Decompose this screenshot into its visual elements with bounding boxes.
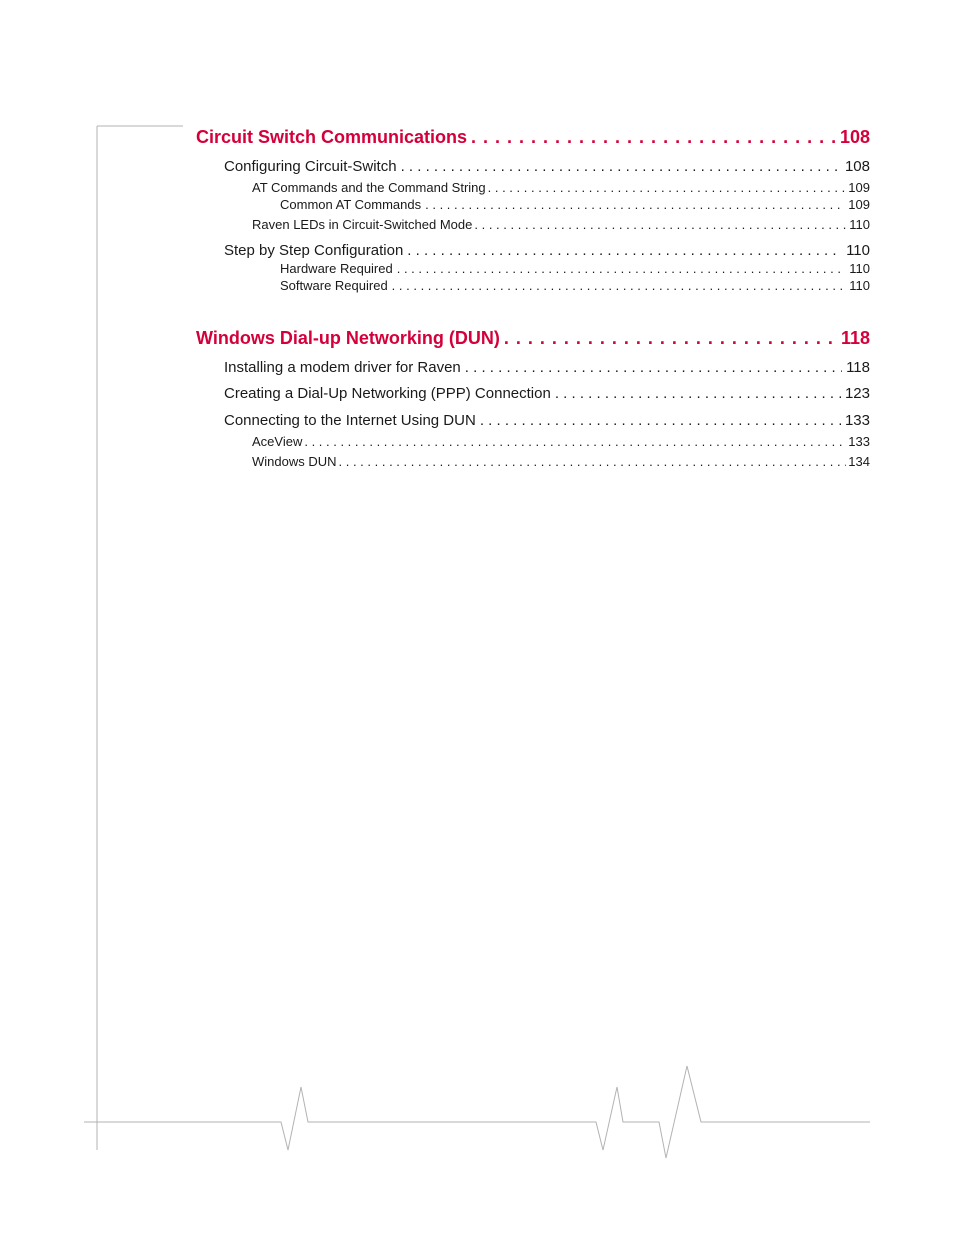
toc-entry[interactable] [252,180,870,195]
heartbeat-line [84,1066,870,1158]
toc-entry-title: Common AT Commands [280,197,422,212]
toc-leader-dots [397,261,846,276]
toc-page-number: 118 [840,328,870,348]
toc-entry[interactable] [252,217,870,232]
toc-entry[interactable] [224,385,870,402]
toc-leader-dots [488,180,847,195]
toc-entry[interactable] [280,278,870,293]
toc-page-number: 123 [844,385,870,402]
toc-leader-dots [555,385,841,402]
toc-entry-title: Installing a modem driver for Raven [224,359,461,376]
toc-page-number: 108 [839,127,870,147]
toc-entry-title: Creating a Dial-Up Networking (PPP) Connection [224,385,551,402]
toc-entry-title: Software Required [280,278,388,293]
toc-page-number: 109 [848,197,870,212]
toc-entry[interactable] [224,242,870,259]
toc-leader-dots [339,454,847,469]
toc-entry-title: AceView [252,434,303,449]
toc-entry-title: Configuring Circuit-Switch [224,158,397,175]
toc-entry[interactable] [280,197,870,212]
toc-entry[interactable] [224,359,870,376]
toc-leader-dots [407,242,842,259]
toc-page-number: 109 [848,180,870,195]
toc-heading-windows-dun[interactable] [196,328,870,349]
toc-page-number: 110 [846,242,870,259]
toc-entry-title: Windows DUN [252,454,337,469]
toc-entry-title: AT Commands and the Command String [252,180,486,195]
toc-heading-title: Windows Dial-up Networking (DUN) [196,328,500,348]
toc-page-number: 133 [844,412,870,429]
toc-entry[interactable] [252,434,870,449]
toc-page-number: 108 [844,158,870,175]
toc-leader-dots [425,197,844,212]
toc-entry[interactable] [252,454,870,469]
toc-entry[interactable] [224,158,870,175]
toc-leader-dots [401,158,841,175]
toc-entry-title: Connecting to the Internet Using DUN [224,412,476,429]
toc-entry[interactable] [224,412,870,429]
toc-entry-title: Hardware Required [280,261,393,276]
toc-leader-dots [392,278,846,293]
toc-heading-circuit-switch[interactable] [196,127,870,148]
toc-leader-dots [465,359,842,376]
toc-heading-title: Circuit Switch Communications [196,127,468,147]
toc-leader-dots [304,434,846,449]
toc-page-number: 134 [848,454,870,469]
toc-leader-dots [474,217,847,232]
toc-page-number: 110 [849,261,870,276]
toc-page-number: 118 [846,359,870,376]
toc-page-number: 133 [848,434,870,449]
toc-leader-dots [504,328,837,349]
toc-entry-title: Raven LEDs in Circuit-Switched Mode [252,217,473,232]
toc-leader-dots [471,127,836,148]
toc-page-number: 110 [849,278,870,293]
toc-entry[interactable] [280,261,870,276]
toc-entry-title: Step by Step Configuration [224,242,404,259]
toc-leader-dots [480,412,841,429]
toc-page-number: 110 [849,217,870,232]
